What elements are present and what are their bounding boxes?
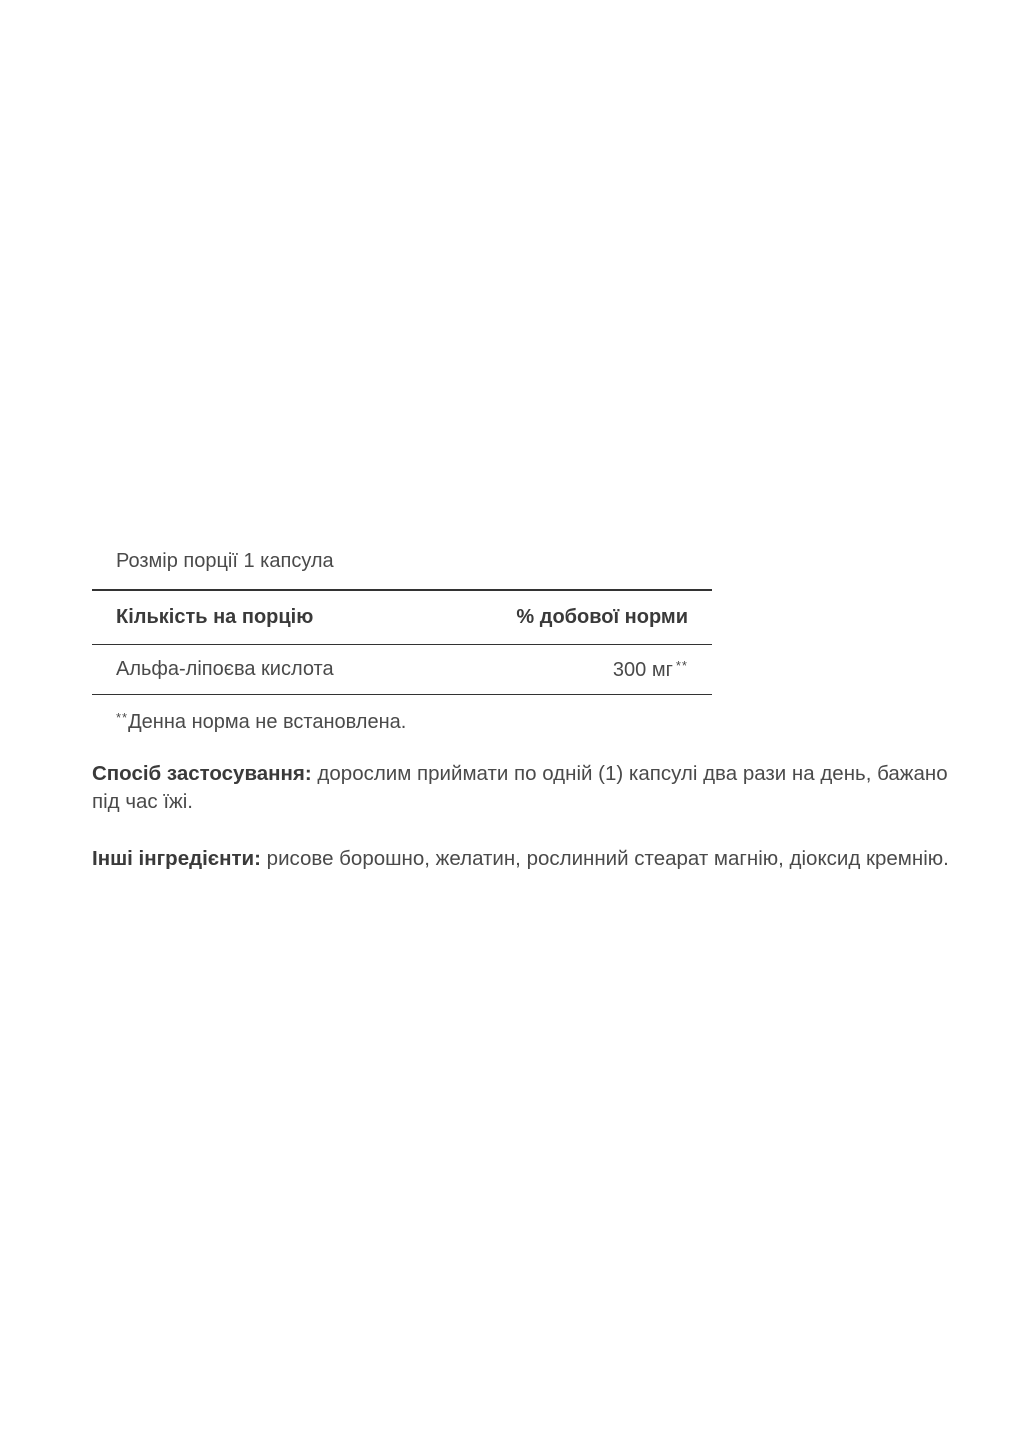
supplement-facts-table: [92, 589, 712, 695]
footnote-marker: **: [675, 657, 688, 673]
daily-value-footnote: [116, 706, 406, 734]
usage-paragraph: [92, 760, 962, 816]
table-row: [92, 645, 712, 695]
ingredient-amount: 300 мг: [612, 658, 673, 681]
footnote-text: Денна норма не встановлена.: [128, 711, 407, 733]
ingredients-paragraph: [92, 845, 962, 873]
serving-size: Розмір порції 1 капсула: [116, 550, 334, 572]
ingredient-amount-cell: [613, 658, 688, 682]
daily-value-header: % добової норми: [516, 606, 688, 628]
usage-label: Спосіб застосування:: [92, 762, 312, 785]
amount-per-serving-header: Кількість на порцію: [116, 606, 314, 628]
footnote-marker: **: [116, 710, 129, 725]
ingredients-text: рисове борошно, желатин, рослинний стеарат магнію, діоксид кремнію.: [260, 847, 949, 870]
table-header-row: [92, 591, 712, 645]
usage-text: дорослим приймати по одній (1) капсулі два рази на день, бажано під час їжі.: [92, 762, 948, 813]
ingredient-name: Альфа-ліпоєва кислота: [116, 658, 334, 680]
ingredients-label: Інші інгредієнти:: [92, 847, 261, 870]
